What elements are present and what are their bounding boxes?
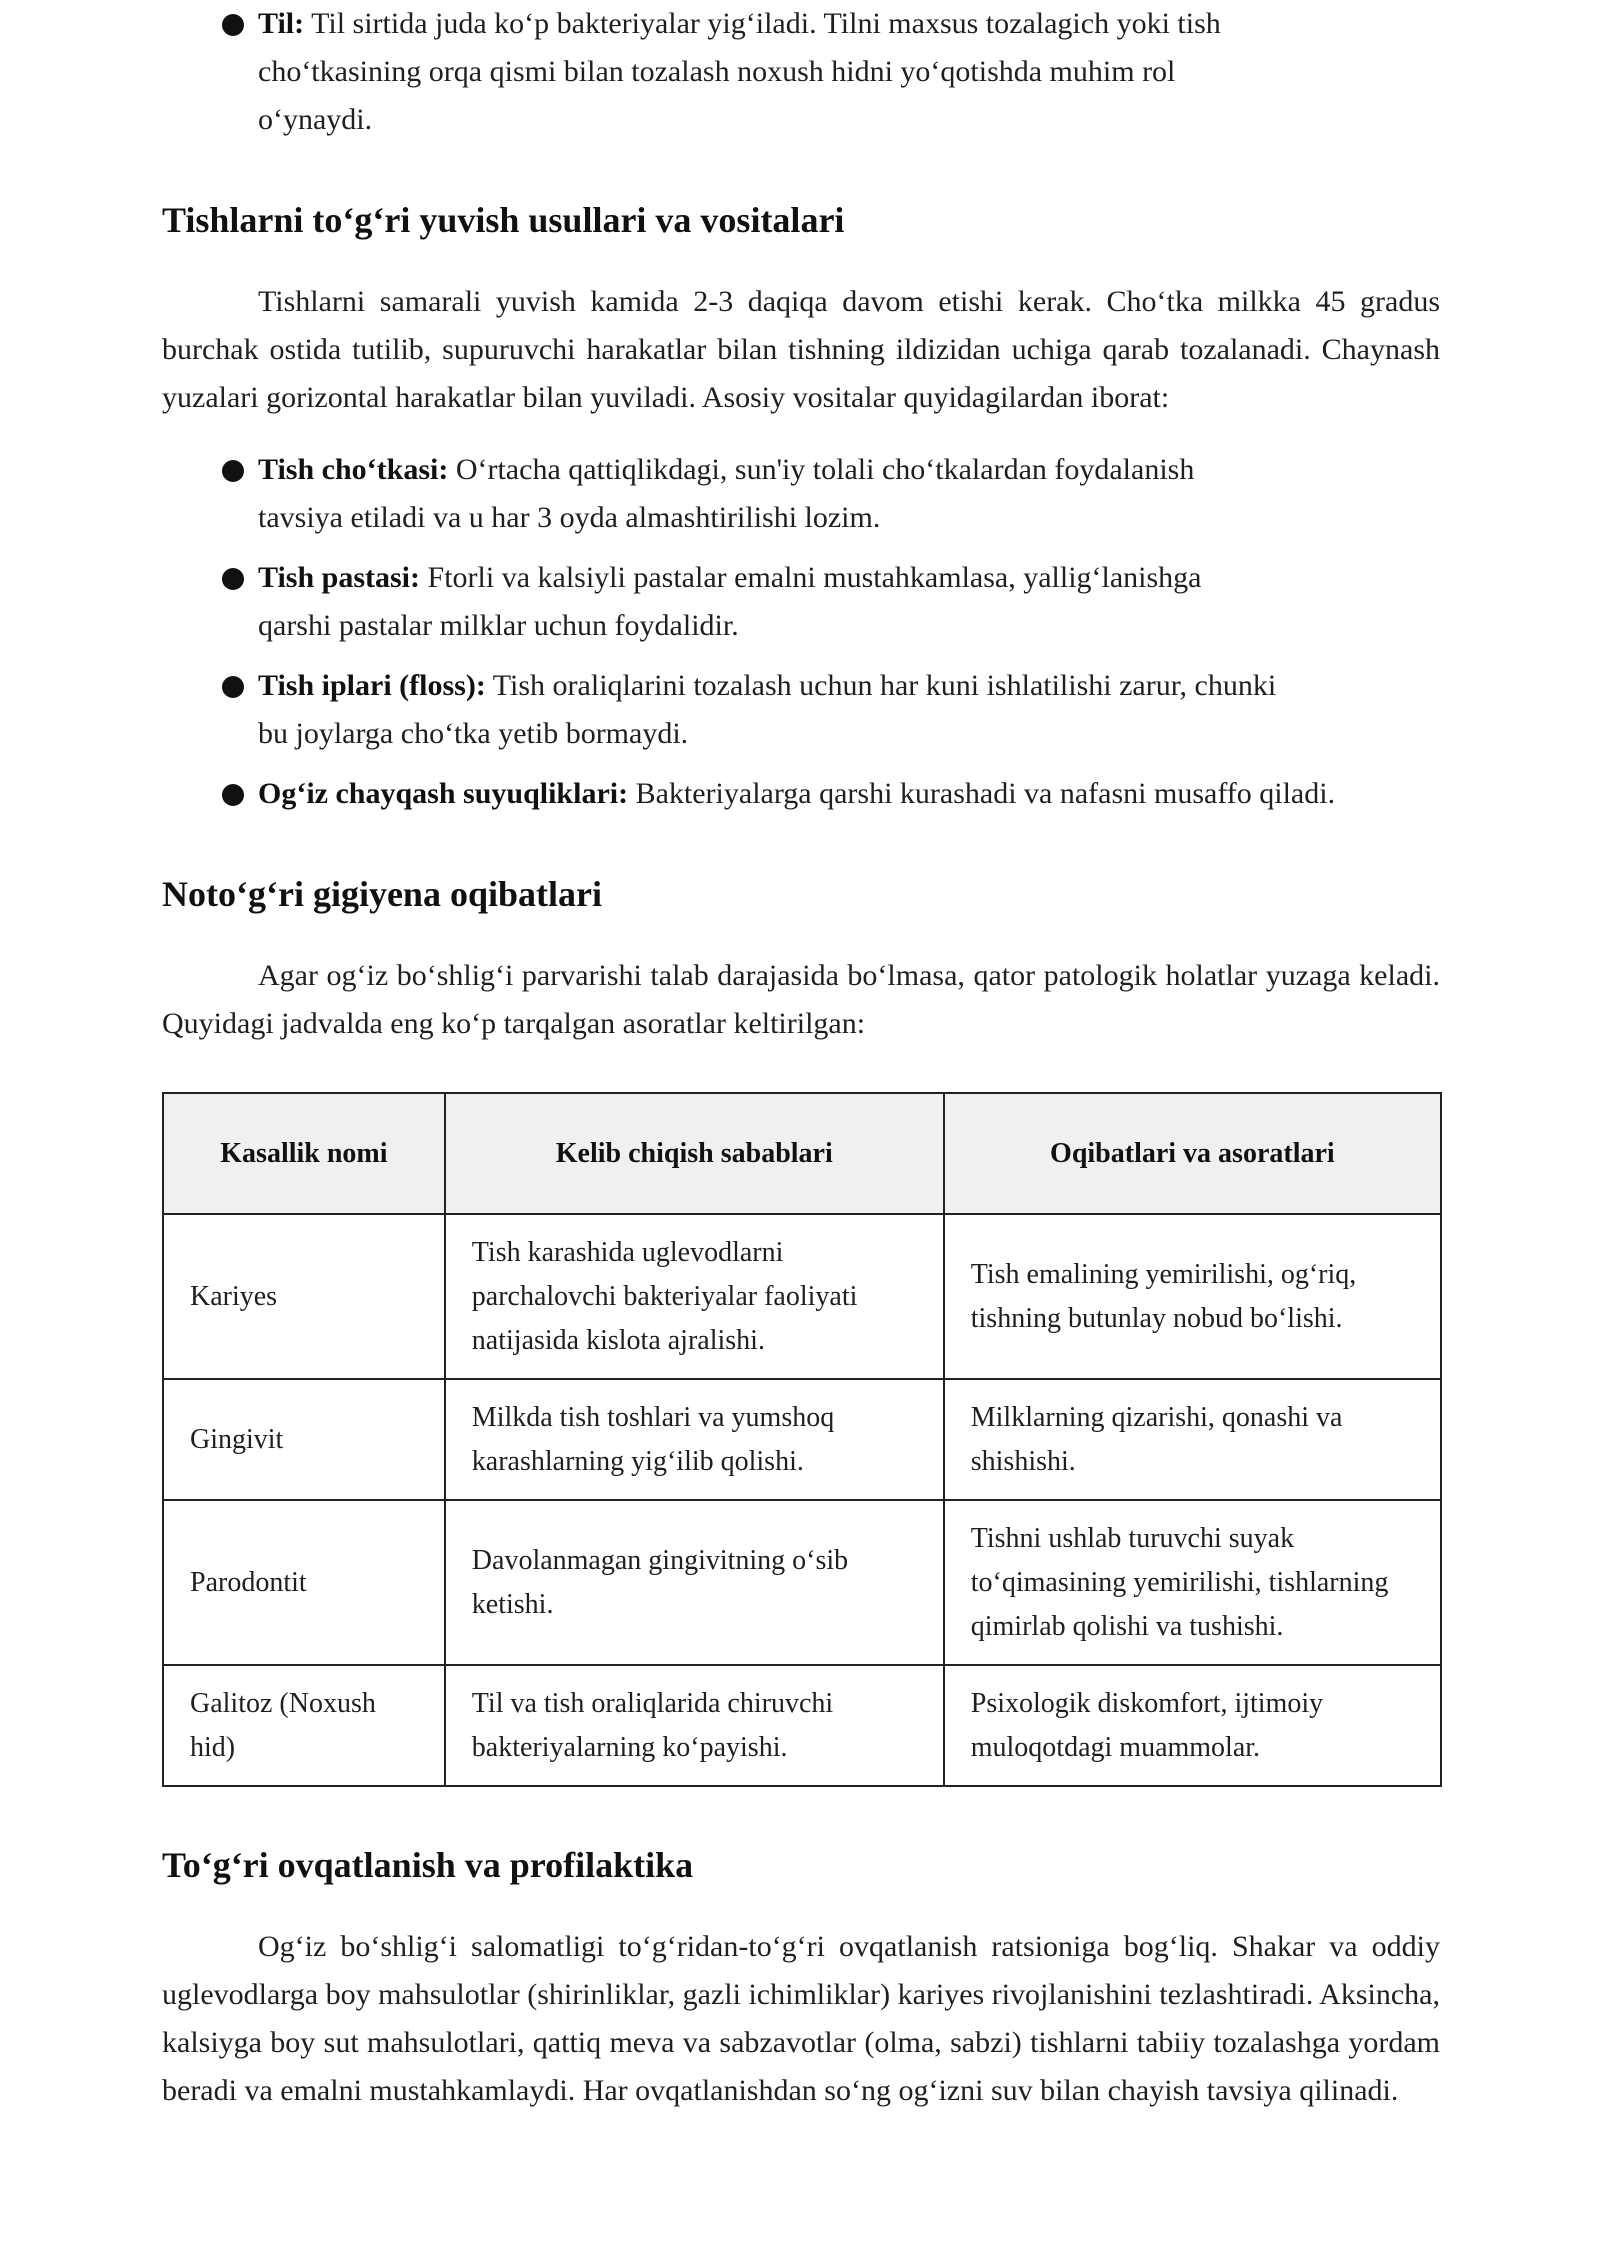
bullet-text-line: tavsiya etiladi va u har 3 oyda almashtirilishi lozim.	[258, 501, 881, 534]
bullet-til	[162, 0, 1428, 144]
section-paragraph-brushing: Tishlarni samarali yuvish kamida 2-3 daqiqa davom etishi kerak. Cho‘tka milkka 45 gradus burchak ostida tutilib, supuruvchi harakatlar bilan tishning ildizidan uchiga qarab tozalanadi. Chaynash yuzalari gorizontal harakatlar bilan yuviladi. Asosiy vositalar quyidagilardan iborat:	[162, 285, 1440, 414]
table-cell-cause: Tish karashida uglevodlarni parchalovchi bakteriyalar faoliyati natijasida kislota ajralishi.	[445, 1214, 944, 1379]
bullet-label: Og‘iz chayqash suyuqliklari:	[258, 777, 629, 810]
table-cell-effect: Tish emalining yemirilishi, og‘riq, tishning butunlay nobud bo‘lishi.	[944, 1214, 1441, 1379]
bullet-label: Tish pastasi:	[258, 561, 421, 594]
bullet-dot-icon	[222, 14, 244, 36]
bullet-dot-icon	[222, 676, 244, 698]
document-page	[162, 0, 1440, 2115]
bullet-text-line: Ftorli va kalsiyli pastalar emalni mustahkamlasa, yallig‘lanishga	[427, 561, 1202, 594]
bullet-dot-icon	[222, 460, 244, 482]
bullet-text-line: Bakteriyalarga qarshi kurashadi va nafasni musaffo qiladi.	[635, 777, 1336, 810]
bullet-floss	[162, 662, 1428, 758]
table-row	[163, 1379, 1441, 1500]
bullet-label: Til:	[258, 7, 305, 40]
section-paragraph-nutrition: Og‘iz bo‘shlig‘i salomatligi to‘g‘ridan-to‘g‘ri ovqatlanish ratsioniga bog‘liq. Shakar va oddiy uglevodlarga boy mahsulotlar (shirinliklar, gazli ichimliklar) kariyes rivojlanishini tezlashtiradi. Aksincha, kalsiyga boy sut mahsulotlari, qattiq meva va sabzavotlar (olma, sabzi) tishlarni tabiiy tozalashga yordam beradi va emalni mustahkamlaydi. Har ovqatlanishdan so‘ng og‘izni suv bilan chayish tavsiya qilinadi.	[162, 1930, 1440, 2107]
table-row	[163, 1500, 1441, 1665]
table-cell-name: Galitoz (Noxush hid)	[163, 1665, 445, 1786]
bullet-dot-icon	[222, 784, 244, 806]
table-cell-cause: Milkda tish toshlari va yumshoq karashlarning yig‘ilib qolishi.	[445, 1379, 944, 1500]
table-cell-effect: Milklarning qizarishi, qonashi va shishishi.	[944, 1379, 1441, 1500]
bullet-toothpaste	[162, 554, 1428, 650]
table-cell-effect: Tishni ushlab turuvchi suyak to‘qimasining yemirilishi, tishlarning qimirlab qolishi va tushishi.	[944, 1500, 1441, 1665]
tools-list	[162, 446, 1440, 818]
table-cell-name: Kariyes	[163, 1214, 445, 1379]
bullet-text-line: bu joylarga cho‘tka yetib bormaydi.	[258, 717, 689, 750]
table-cell-cause: Davolanmagan gingivitning o‘sib ketishi.	[445, 1500, 944, 1665]
table-row	[163, 1214, 1441, 1379]
table-cell-cause: Til va tish oraliqlarida chiruvchi bakteriyalarning ko‘payishi.	[445, 1665, 944, 1786]
section-heading-nutrition: To‘g‘ri ovqatlanish va profilaktika	[162, 1845, 694, 1885]
bullet-text-line: o‘ynaydi.	[258, 103, 373, 136]
table-header-row	[163, 1093, 1441, 1214]
table-header-cell: Kelib chiqish sabablari	[445, 1093, 944, 1214]
bullet-label: Tish iplari (floss):	[258, 669, 486, 702]
bullet-toothbrush	[162, 446, 1428, 542]
section-heading-brushing: Tishlarni to‘g‘ri yuvish usullari va vositalari	[162, 200, 845, 240]
diseases-table	[162, 1092, 1442, 1787]
section-heading-consequences: Noto‘g‘ri gigiyena oqibatlari	[162, 874, 602, 914]
table-header-cell: Kasallik nomi	[163, 1093, 445, 1214]
table-row	[163, 1665, 1441, 1786]
table-cell-effect: Psixologik diskomfort, ijtimoiy muloqotdagi muammolar.	[944, 1665, 1441, 1786]
bullet-text-line: cho‘tkasining orqa qismi bilan tozalash noxush hidni yo‘qotishda muhim rol	[258, 55, 1176, 88]
bullet-text-line: Til sirtida juda ko‘p bakteriyalar yig‘iladi. Tilni maxsus tozalagich yoki tish	[311, 7, 1221, 40]
section-paragraph-consequences: Agar og‘iz bo‘shlig‘i parvarishi talab darajasida bo‘lmasa, qator patologik holatlar yuzaga keladi. Quyidagi jadvalda eng ko‘p tarqalgan asoratlar keltirilgan:	[162, 959, 1440, 1040]
bullet-text-line: Tish oraliqlarini tozalash uchun har kuni ishlatilishi zarur, chunki	[492, 669, 1277, 702]
table-header-cell: Oqibatlari va asoratlari	[944, 1093, 1441, 1214]
table-cell-name: Gingivit	[163, 1379, 445, 1500]
bullet-label: Tish cho‘tkasi:	[258, 453, 449, 486]
bullet-mouthwash	[162, 770, 1428, 818]
bullet-text-line: O‘rtacha qattiqlikdagi, sun'iy tolali cho‘tkalardan foydalanish	[455, 453, 1195, 486]
table-cell-name: Parodontit	[163, 1500, 445, 1665]
bullet-text-line: qarshi pastalar milklar uchun foydalidir.	[258, 609, 739, 642]
bullet-dot-icon	[222, 568, 244, 590]
